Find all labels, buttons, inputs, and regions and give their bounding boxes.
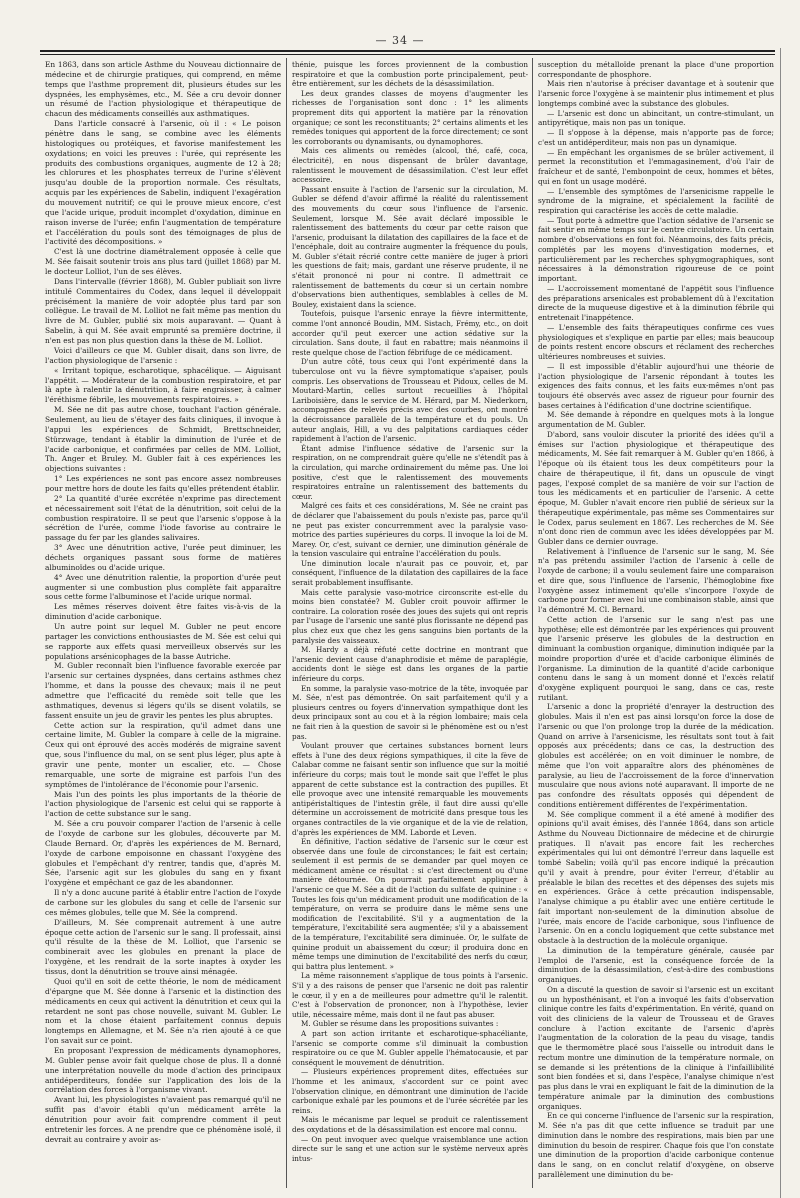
paragraph: M. Gubler se résume dans les propositions suivantes :	[301, 1019, 499, 1029]
paragraph: En somme, la paralysie vaso-motrice de la tête, invoquée par M. Sée, n'est pas démontrée. On sait parfaitement qu'il y a plusieurs centres ou foyers d'innervation sympathique dont les deux principaux sont au cou et à la région lombaire; mais cela ne fait rien à la question de savoir si le phénomène est ou n'est pas.	[292, 683, 528, 741]
paragraph: M. Sée ne dit pas autre chose, touchant l'action générale. Seulement, au lieu de s'étayer des faits cliniques, il invoque à l'appui les expériences de Schmidt, Brettschneider, Stürzwage, tendant à établir la diminution de l'urée et de l'acide carbonique, et confirmées par celles de MM. Lolliot, Th. Anger et Bruley. M. Gubler fait à ces expériences les objections suivantes :	[45, 405, 281, 474]
paragraph: Mais rien n'autorise à préciser davantage et à soutenir que l'arsenic force l'oxygène à se maintenir plus intimement et plus longtemps combiné avec la substance des globules.	[538, 79, 774, 108]
paragraph: D'abord, sans vouloir discuter la priorité des idées qu'il a émises sur l'action physiologique et thérapeutique des médicaments, M. Sée fait remarquer à M. Gubler qu'en 1866, à l'époque où ils étaient tous les deux compétiteurs pour la chaire de thérapeutique, il fit, dans un opuscule de vingt pages, l'exposé complet de sa manière de voir sur l'action de tous les médicaments et en particulier de l'arsenic. A cette époque, M. Gubler n'avait encore rien publié de sérieux sur la thérapeutique expérimentale, pas même ses Commentaires sur le Codex, parus seulement en 1867. Les recherches de M. Sée n'ont donc rien de commun avec les idées développées par M. Gubler dans ce dernier ouvrage.	[538, 429, 774, 546]
paragraph: Dans l'intervalle (février 1868), M. Gubler publiait son livre intitulé Commentaires du Codex, dans lequel il développait précisément la manière de voir adoptée plus tard par son collègue. Le travail de M. Lolliot ne fait même pas mention du livre de M. Gubler, publié six mois auparavant. — Quant à Sabelin, à qui M. Sée avait emprunté sa première doctrine, il n'en est pas non plus question dans la thèse de M. Lolliot.	[45, 276, 281, 346]
paragraph: — L'ensemble des faits thérapeutiques confirme ces vues physiologiques et s'explique en partie par elles; mais beaucoup de points restent encore obscurs et réclament des recherches ultérieures nombreuses et suivies.	[538, 322, 774, 362]
paragraph: Voici d'ailleurs ce que M. Gubler disait, dans son livre, de l'action physiologique de l'arsenic :	[45, 345, 281, 365]
paragraph: Dans l'article consacré à l'arsenic, où il : « Le poison pénètre dans le sang, se combine avec les éléments histologiques ou protéiques, et favorise manifestement les oxydations; en voici les preuves : l'urée, qui représente les produits des combustions organiques, augmente de 12 à 28; les chlorures et les phosphates terreux de l'urine s'élèvent jusqu'au double de la proportion normale. Ces résultats, acquis par les expériences de Sabelin, indiquent l'exagération du mouvement nutritif; ce qui le prouve mieux encore, c'est que l'acide urique, produit incomplet d'oxydation, diminue en raison inverse de l'urée; enfin l'augmentation de température et l'accélération du pouls sont des témoignages de plus de l'activité des décompositions. »	[45, 119, 281, 247]
paragraph: M. Gubler reconnaît bien l'influence favorable exercée par l'arsenic sur certaines dyspnées, dans certains asthmes chez l'homme, et dans la pousse des chevaux; mais il ne peut admettre que l'efficacité du remède soit telle que les asthmatiques, devenus si légers qu'ils se disent volatils, se fassent ensuite un jeu de gravir les pentes les plus abruptes.	[45, 661, 281, 720]
paragraph: 4° Avec une dénutrition ralentie, la proportion d'urée peut augmenter si une combustion plus complète fait apparaître sous cette forme l'albuminose et l'acide urique normal.	[45, 572, 281, 602]
paragraph: Une diminution locale n'aurait pas ce pouvoir, et, par conséquent, l'influence de la dilatation des capillaires de la face serait probablement insuffisante.	[292, 558, 528, 588]
paragraph: — Il s'oppose à la dépense, mais n'apporte pas de force; c'est un antidéperditeur, mais non pas un dynamique.	[538, 128, 774, 147]
paragraph: En définitive, l'action sédative de l'arsenic sur le cœur est observée dans une foule de circonstances; le fait est certain; seulement il est permis de se demander par quel moyen ce médicament amène ce résultat : si c'est directement ou d'une manière détournée. On pourrait parfaitement appliquer à l'arsenic ce que M. Sée a dit de l'action du sulfate de quinine : « Toutes les fois qu'un médicament produit une modification de la température, on verra se produire dans le même sens une modification de l'excitabilité. S'il y a augmentation de la température, l'excitabilité sera augmentée; s'il y a abaissement de la température, l'excitabilité sera diminuée. Or, le sulfate de quinine produit un abaissement du cœur; il produira donc en même temps une diminution de l'excitabilité des nerfs du cœur, qui battra plus lentement. »	[292, 837, 528, 971]
paragraph: 3° Avec une dénutrition active, l'urée peut diminuer, les déchets organiques passant sous forme de matières albuminoïdes ou d'acide urique.	[45, 543, 281, 572]
paragraph: Passant ensuite à l'action de l'arsenic sur la circulation, M. Gubler se défend d'avoir affirmé la réalité du ralentissement des mouvements du cœur sous l'influence de l'arsenic. Seulement, lorsque M. Sée avait déclaré impossible le ralentissement des battements du cœur par cette raison que l'arsenic, produisant la dilatation des capillaires de la face et de l'encéphale, doit au contraire augmenter la fréquence du pouls, M. Gubler s'était récrié contre cette manière de juger à priori les questions de fait; mais, gardant une réserve prudente, il ne s'était prononcé ni pour ni contre. Il admettrait ce ralentissement de battements du cœur si un certain nombre d'observations bien authentiques, semblables à celles de M. Bouley, existaient dans la science.	[292, 184, 528, 309]
paragraph: — Tout porte à admettre que l'action sédative de l'arsenic se fait sentir en même temps sur le centre circulatoire. Un certain nombre d'observations en font foi. Néanmoins, des faits précis, complétés par les moyens d'investigation modernes, et particulièrement par les recherches sphygmographiques, sont nécessaires à la démonstration rigoureuse de ce point important.	[538, 215, 774, 284]
page-fold-edge	[780, 48, 781, 1198]
paragraph: En 1863, dans son article Asthme du Nouveau dictionnaire de médecine et de chirurgie pratiques, qui comprend, en même temps que l'asthme proprement dit, plusieurs études sur les dyspnées, les emphysèmes, etc., M. Sée a cru devoir donner un résumé de l'action physiologique et thérapeutique de chacun des médicaments conseillés aux asthmatiques.	[45, 60, 281, 119]
paragraph: Mais le mécanisme par lequel se produit ce ralentissement des oxydations et de la désassimilation est encore mal connu.	[292, 1115, 528, 1134]
paragraph: Un autre point sur lequel M. Gubler ne peut encore partager les convictions enthousiastes de M. Sée est celui qui se rapporte aux effets quasi merveilleux observés sur les populations arsénicophages de la basse Autriche.	[45, 621, 281, 661]
paragraph: Les mêmes réserves doivent être faites vis-à-vis de la diminution d'acide carbonique.	[45, 602, 281, 622]
paragraph: M. Hardy a déjà réfuté cette doctrine en montrant que l'arsenic devient cause d'anaphrodisie et même de paraplégie, accidents dont le siège est dans les organes de la partie inférieure du corps.	[292, 645, 528, 683]
paragraph: D'un autre côté, tous ceux qui l'ont expérimenté dans la tuberculose ont vu la fièvre symptomatique s'apaiser, pouls compris. Les observations de Trousseau et Pidoux, celles de M. Moutard-Martin, celles surtout recueillies à l'hôpital Lariboisière, dans le service de M. Hérard, par M. Niederkorn, accompagnées de relevés précis avec des courbes, ont montré la décroissance parallèle de la température et du pouls. Un auteur anglais, Hill, a vu des palpitations cardiaques céder rapidement à l'action de l'arsenic.	[292, 357, 528, 444]
paragraph: — L'ensemble des symptômes de l'arsenicisme rappelle le syndrome de la migraine, et spécialement la facilité de respiration qui caractérise les accès de cette maladie.	[538, 186, 774, 216]
header-rule	[40, 50, 775, 52]
paragraph: susception du métalloïde prenant la place d'une proportion correspondante de phosphore.	[538, 60, 774, 79]
paragraph: La même raisonnement s'applique de tous points à l'arsenic. S'il y a des raisons de penser que l'arsenic ne doit pas ralentir le cœur, il y en a de meilleures pour admettre qu'il le ralentit. C'est à l'observation de prononcer, non à l'hypothèse, levier utile, nécessaire même, mais dont il ne faut pas abuser.	[292, 971, 528, 1019]
paragraph: La diminution de la température générale, causée par l'emploi de l'arsenic, est la conséquence forcée de la diminution de la désassimilation, c'est-à-dire des combustions organiques.	[538, 945, 774, 985]
paragraph: — Il est impossible d'établir aujourd'hui une théorie de l'action physiologique de l'arsenic répondant à toutes les exigences des faits connus, et les faits eux-mêmes n'ont pas toujours été observés avec assez de rigueur pour fournir des bases certaines à l'édification d'une doctrine scientifique.	[538, 361, 774, 410]
header-rule-thin	[40, 54, 775, 55]
paragraph: En proposant l'expression de médicaments dynamophores, M. Gubler pense avoir fait quelque chose de plus. Il a donné une interprétation nouvelle du mode d'action des principaux antidéperditeurs, fondée sur l'application des lois de la corrélation des forces à l'organisme vivant.	[45, 1045, 281, 1095]
paragraph: Mais l'un des points les plus importants de la théorie de l'action physiologique de l'arsenic est celui qui se rapporte à l'action de cette substance sur le sang.	[45, 789, 281, 819]
paragraph: Relativement à l'influence de l'arsenic sur le sang, M. Sée n'a pas prétendu assimiler l'action de l'arsenic à celle de l'oxyde de carbone; il a voulu seulement faire une comparaison et dire que, sous l'influence de l'arsenic, l'hémoglobine fixe l'oxygène assez intimement qu'elle s'incorpore l'oxyde de carbone pour former avec lui une combinaison stable, ainsi que l'a démontré M. Cl. Bernard.	[538, 546, 774, 615]
paragraph: Avant lui, les physiologistes n'avaient pas remarqué qu'il ne suffit pas d'avoir établi qu'un médicament arrête la dénutrition pour avoir fait comprendre comment il peut entretenir les forces. A ne prendre que ce phénomène isolé, il devrait au contraire y avoir as-	[45, 1095, 281, 1144]
paragraph: — On peut invoquer avec quelque vraisemblance une action directe sur le sang et une action sur le système nerveux après intus-	[292, 1134, 528, 1163]
paragraph: Étant admise l'influence sédative de l'arsenic sur la respiration, on ne comprendrait guère qu'elle ne s'étendît pas à la circulation, qui marche ordinairement du même pas. Une loi positive, c'est que le ralentissement des mouvements respiratoires entraîne un ralentissement des battements du cœur.	[292, 443, 528, 501]
paragraph: M. Sée a cru pouvoir comparer l'action de l'arsenic à celle de l'oxyde de carbone sur les globules, découverte par M. Claude Bernard. Or, d'après les expériences de M. Bernard, l'oxyde de carbone empoisonne en chassant l'oxygène des globules et l'empêchant d'y rentrer, tandis que, d'après M. Sée, l'arsenic agit sur les globules du sang en y fixant l'oxygène et empêchant ce gaz de les abandonner.	[45, 819, 281, 888]
text-column-1	[45, 60, 281, 1185]
paragraph: Cette action de l'arsenic sur le sang n'est pas une hypothèse; elle est démontrée par les expériences qui prouvent que l'arsenic préserve les globules de la destruction en diminuant la combustion organique, diminution indiquée par la moindre proportion d'urée et d'acide carbonique éliminés de l'organisme. La diminution de la quantité d'acide carbonique contenu dans le sang à un moment donné et l'excès relatif d'oxygène expliquent pourquoi le sang, dans ce cas, reste rutilant.	[538, 614, 774, 702]
paragraph: Voulant prouver que certaines substances bornent leurs effets à l'une des deux régions sympathiques, il cite la fève de Calabar comme ne faisant sentir son influence que sur la moitié inférieure du corps; mais tout le monde sait que l'effet le plus apparent de cette substance est la contraction des pupilles. Et elle provoque avec une intensité remarquable les mouvements antipéristaltiques de l'intestin grêle, il faut dire aussi qu'elle détermine un accroissement de motricité dans presque tous les organes contractiles de la vie organique et de la vie de relation, d'après les expériences de MM. Laborde et Leven.	[292, 741, 528, 837]
text-column-2	[292, 60, 528, 1185]
paragraph: — Plusieurs expériences proprement dites, effectuées sur l'homme et les animaux, s'accordent sur ce point avec l'observation clinique, en démontrant une diminution de l'acide carbonique exhalé par les poumons et de l'urée sécrétée par les reins.	[292, 1067, 528, 1115]
paragraph: M. Sée demande à répondre en quelques mots à la longue argumentation de M. Gubler.	[538, 410, 774, 430]
paragraph: C'est là une doctrine diamétralement opposée à celle que M. Sée faisait soutenir trois ans plus tard (juillet 1868) par M. le docteur Lolliot, l'un de ses élèves.	[45, 247, 281, 277]
paragraph: — L'accroissement momentané de l'appétit sous l'influence des préparations arsenicales est probablement dû à l'excitation directe de la muqueuse digestive et à la diminution fébrile qui entretenait l'inappétence.	[538, 283, 774, 323]
paragraph: L'arsenic a donc la propriété d'enrayer la destruction des globules. Mais il n'en est pas ainsi lorsqu'on force la dose de l'arsenic ou que l'on prolonge trop la durée de la médication. Quand on arrive à l'arsenicisme, les résultats sont tout à fait opposés aux précédents; dans ce cas, la destruction des globules est accélérée; on en voit diminuer le nombre, de même que l'on voit apparaître alors des phénomènes de paralysie, au lieu de l'accroissement de la force d'innervation musculaire que nous avions noté auparavant. Il importe de ne pas confondre des résultats opposés qui dépendent de conditions entièrement différentes de l'expérimentation.	[538, 702, 774, 809]
paragraph: 1° Les expériences ne sont pas encore assez nombreuses pour mettre hors de doute les faits qu'elles prétendent établir.	[45, 474, 281, 493]
paragraph: A part son action irritante et escharotique-sphacéliante, l'arsenic se comporte comme s'il diminuait la combustion respiratoire ou ce que M. Gubler appelle l'hématocausie, et par conséquent le mouvement de dénutrition.	[292, 1028, 528, 1067]
paragraph: On a discuté la question de savoir si l'arsenic est un excitant ou un hyposthénisant, et l'on a invoqué les faits d'observation clinique contre les faits d'expérimentation. En vérité, quand on voit des cliniciens de la valeur de Trousseau et de Graves conclure à l'action excitante de l'arsenic d'après l'augmentation de la coloration de la peau du visage, tandis que le thermomètre placé sous l'aisselle ou introduit dans le rectum montre une diminution de la température normale, on se demande si les prétentions de la clinique à l'infaillibilité sont bien fondées et si, dans l'espèce, l'analyse chimique n'est pas plus dans le vrai en expliquant le fait de la diminution de la température animale par la diminution des combustions organiques.	[538, 984, 774, 1111]
paragraph: D'ailleurs, M. Sée comprenait autrement à une autre époque cette action de l'arsenic sur le sang. Il professait, ainsi qu'il résulte de la thèse de M. Lolliot, que l'arsenic se combinerait avec les globules en prenant la place de l'oxygène, et les rendrait de la sorte inaptes à oxyder les tissus, dont la dénutrition se trouve ainsi ménagée.	[45, 917, 281, 977]
column-divider	[532, 58, 533, 1188]
paragraph: Quoi qu'il en soit de cette théorie, le nom de médicament d'épargne que M. Sée donne à l'arsenic et la distinction des médicaments en ceux qui activent la dénutrition et ceux qui la retardent ne sont pas chose nouvelle, suivant M. Gubler. Le nom et la chose étaient parfaitement connus depuis longtemps en Allemagne, et M. Sée n'a rien ajouté à ce que l'on savait sur ce point.	[45, 976, 281, 1046]
paragraph: Mais cette paralysie vaso-motrice circonscrite est-elle du moins bien constatée? M. Gubler croit pouvoir affirmer le contraire. La coloration rosée des joues des sujets qui ont repris par l'usage de l'arsenic une santé plus florissante ne dépend pas plus chez eux que chez les gens sanguins bien portants de la paralysie des vaisseaux.	[292, 587, 528, 645]
paragraph: Toutefois, puisque l'arsenic enraye la fièvre intermittente, comme l'ont annoncé Boudin, MM. Sistach, Frémy, etc., on doit accorder qu'il peut exercer une action sédative sur la circulation. Sans doute, il faut en rabattre; mais néanmoins il reste quelque chose de l'action fébrifuge de ce médicament.	[292, 309, 528, 357]
paragraph: thénie, puisque les forces proviennent de la combustion respiratoire et que la combustion porte principalement, peut-être entièrement, sur les déchets de la désassimilation.	[292, 60, 528, 89]
paragraph: Il n'y a donc aucune parité à établir entre l'action de l'oxyde de carbone sur les globules du sang et celle de l'arsenic sur ces mêmes globules, telle que M. Sée la comprend.	[45, 888, 281, 917]
paragraph: Les deux grandes classes de moyens d'augmenter les richesses de l'organisation sont donc : 1° les aliments proprement dits qui apportent la matière par la rénovation organique; ce sont les reconstituants; 2° certains aliments et les remèdes toniques qui apportent de la force directement; ce sont les corroborants ou dynamisants, ou dynamophores.	[292, 88, 528, 146]
paragraph: — En empêchant les organismes de se brûler activement, il permet la reconstitution et l'emmagasinement, d'où l'air de fraîcheur et de santé, l'embonpoint de ceux, hommes et bêtes, qui en font un usage modéré.	[538, 147, 774, 186]
paragraph: Cette action sur la respiration, qu'il admet dans une certaine limite, M. Gubler la compare à celle de la migraine. Ceux qui ont éprouvé des accès modérés de migraine savent que, sous l'influence du mal, on se sent plus léger, plus apte à gravir une pente, monter un escalier, etc. — Chose remarquable, une sorte de migraine est parfois l'un des symptômes de l'intolérance de l'économie pour l'arsenic.	[45, 720, 281, 789]
paragraph: Malgré ces faits et ces considérations, M. Sée ne craint pas de déclarer que l'abaissement du pouls n'existe pas, parce qu'il ne peut pas exister concurremment avec la paralysie vaso-motrice des parties supérieures du corps. Il invoque la loi de M. Marey. Or, c'est, suivant ce dernier, une diminution générale de la tension vasculaire qui entraîne l'accélération du pouls.	[292, 501, 528, 559]
paragraph: 2° La quantité d'urée excrétée n'exprime pas directement et nécessairement soit l'état de la dénutrition, soit celui de la combustion respiratoire. Il se peut que l'arsenic s'oppose à la sécrétion de l'urée, comme l'iode favorise au contraire le passage du fer par les glandes salivaires.	[45, 493, 281, 543]
column-divider	[286, 58, 287, 1188]
paragraph: Mais ces aliments ou remèdes (alcool, thé, café, coca, électricité), en nous dispensant de brûler davantage, ralentissent le mouvement de désassimilation. C'est leur effet accessoire.	[292, 146, 528, 185]
paragraph: M. Sée complique comment il a été amené à modifier des opinions qu'il avait émises, dès l'année 1864, dans son article Asthme du Nouveau Dictionnaire de médecine et de chirurgie pratiques. Il n'avait pas encore fait les recherches expérimentales qui lui ont démontré l'erreur dans laquelle est tombé Sabelin; voilà qu'il pas encore indiqué la précaution qu'il y avait à prendre, pour éviter l'erreur, d'établir au préalable le bilan des recettes et des dépenses des sujets mis en expériences. Grâce à cette précaution indispensable, l'analyse chimique a pu établir avec une entière certitude le fait important non-seulement de la diminution absolue de l'urée, mais encore de l'acide carbonique, sous l'influence de l'arsenic. On en a conclu logiquement que cette substance met obstacle à la destruction de la molécule organique.	[538, 809, 774, 946]
paragraph: En ce qui concerne l'influence de l'arsenic sur la respiration, M. Sée n'a pas dit que cette influence se traduit par une diminution dans le nombre des respirations, mais bien par une diminution du besoin de respirer. Chaque fois que l'on constate une diminution de la proportion d'acide carbonique contenue dans le sang, on en conclut relatif d'oxygène, on observe parallèlement une diminution du be-	[538, 1111, 774, 1179]
paragraph: — L'arsenic est donc un abincitant, un contre-stimulant, un antipyrétique, mais non pas un tonique.	[538, 108, 774, 128]
page-number: — 34 —	[375, 34, 425, 47]
paragraph: « Irritant topique, escharotique, sphacélique. — Aiguisant l'appétit. — Modérateur de la combustion respiratoire, et par là apte à ralentir la dénutrition, à faire engraisser, à calmer l'éréthisme fébrile, les mouvements respiratoires. »	[45, 365, 281, 405]
text-column-3	[538, 60, 774, 1185]
